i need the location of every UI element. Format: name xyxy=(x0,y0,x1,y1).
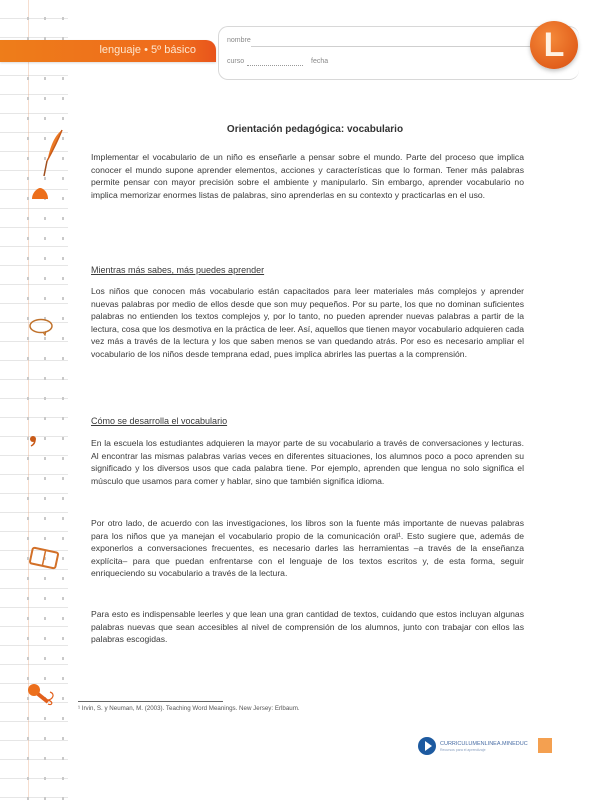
pencil-eraser-icon xyxy=(26,682,58,706)
page-title: Orientación pedagógica: vocabulario xyxy=(226,124,404,135)
name-field[interactable] xyxy=(251,46,551,47)
open-book-icon xyxy=(27,545,61,571)
name-label: nombre xyxy=(227,37,251,44)
subject-badge: L xyxy=(530,21,578,69)
date-label: fecha xyxy=(311,58,329,65)
logo-text: CURRICULUMENLINEA.MINEDUC xyxy=(440,740,528,747)
page-marker xyxy=(538,738,552,753)
footnote-divider xyxy=(78,701,223,702)
student-info-box xyxy=(218,26,579,80)
margin-dots xyxy=(62,0,64,800)
margin-dots xyxy=(44,0,46,800)
section-paragraph: Los niños que conocen más vocabulario están capacitados para leer materiales más complejos y aprender nuevas palabras por medio de ellos desde que son muy pequeños. Por su parte, los que no dominan suficientes palabras no entienden los textos complejos y, por lo tanto, no pueden aprender nuevas palabras a partir de la lectura, cosa que los desmotiva en la práctica de leer. Así, aquellos que tienen mayor vocabulario adquieren cada vez más a través de la lectura y los que saben menos se van quedando atrás. Por eso es necesario ampliar el vocabulario de los niños desde temprana edad, pues implica abrirles las puertas a la comprensión. xyxy=(91,286,524,359)
section-paragraph: Para esto es indispensable leerles y que lean una gran cantidad de textos, cuidando que estos incluyan algunas palabras nuevas que sean accesibles al nivel de comprensión de los alumnos, junto con trabajar con ellos las palabras escogidas. xyxy=(91,609,524,645)
quill-pen-icon xyxy=(34,128,66,180)
intro-paragraph: Implementar el vocabulario de un niño es enseñarle a pensar sobre el mundo. Parte del proceso que implica conocer el mundo supone aprender elementos, acciones y características que lo forman. Tener más palabras permite pensar con mayor precisión sobre el ambiente y manipularlo. Sin embargo, aprender vocabulario no implica memorizar enormes listas de palabras, sino aprenderlas en su contexto y practicarlas en el uso. xyxy=(91,152,524,200)
course-label: curso xyxy=(227,58,245,65)
curriculum-logo[interactable] xyxy=(418,737,528,755)
play-icon xyxy=(418,737,436,755)
section-paragraph: En la escuela los estudiantes adquieren la mayor parte de su vocabulario a través de conversaciones y lecturas. Al encontrar las mismas palabras varias veces en diferentes situaciones, los alumnos poco a poco aprenden su significado y los diversos usos que cada palabra tiene. Por ejemplo, aprenden que lengua no solo significa el músculo que usamos para comer y hablar, sino que también significa idioma. xyxy=(91,438,524,486)
ink-blot-icon xyxy=(30,186,50,202)
logo-subtext: Recursos para el aprendizaje xyxy=(440,747,486,752)
footnote: ¹ Irvin, S. y Neuman, M. (2003). Teaching Word Meanings. New Jersey: Erlbaum. xyxy=(78,705,300,712)
section-heading: Mientras más sabes, más puedes aprender xyxy=(91,265,265,275)
speech-bubble-icon xyxy=(28,318,54,336)
margin-grid xyxy=(0,0,68,800)
section-heading: Cómo se desarrolla el vocabulario xyxy=(91,416,228,426)
margin-dots xyxy=(27,0,29,800)
section-paragraph: Por otro lado, de acuerdo con las investigaciones, los libros son la fuente más importante de nuevas palabras para los niños que ya manejan el vocabulario propio de la comunicación oral¹. Esto sugiere que, además de exponerlos a conversaciones frecuentes, es necesario darles las herramientas –a través de la enseñanza explícita– para que puedan enfrentarse con el lenguaje de los textos escritos y, de esta forma, seguir enriqueciendo su vocabulario a través de la lectura. xyxy=(91,518,524,579)
subject-label: lenguaje • 5º básico xyxy=(99,44,196,56)
course-field[interactable] xyxy=(247,65,303,66)
subject-banner xyxy=(0,40,216,62)
comma-icon xyxy=(28,435,38,447)
